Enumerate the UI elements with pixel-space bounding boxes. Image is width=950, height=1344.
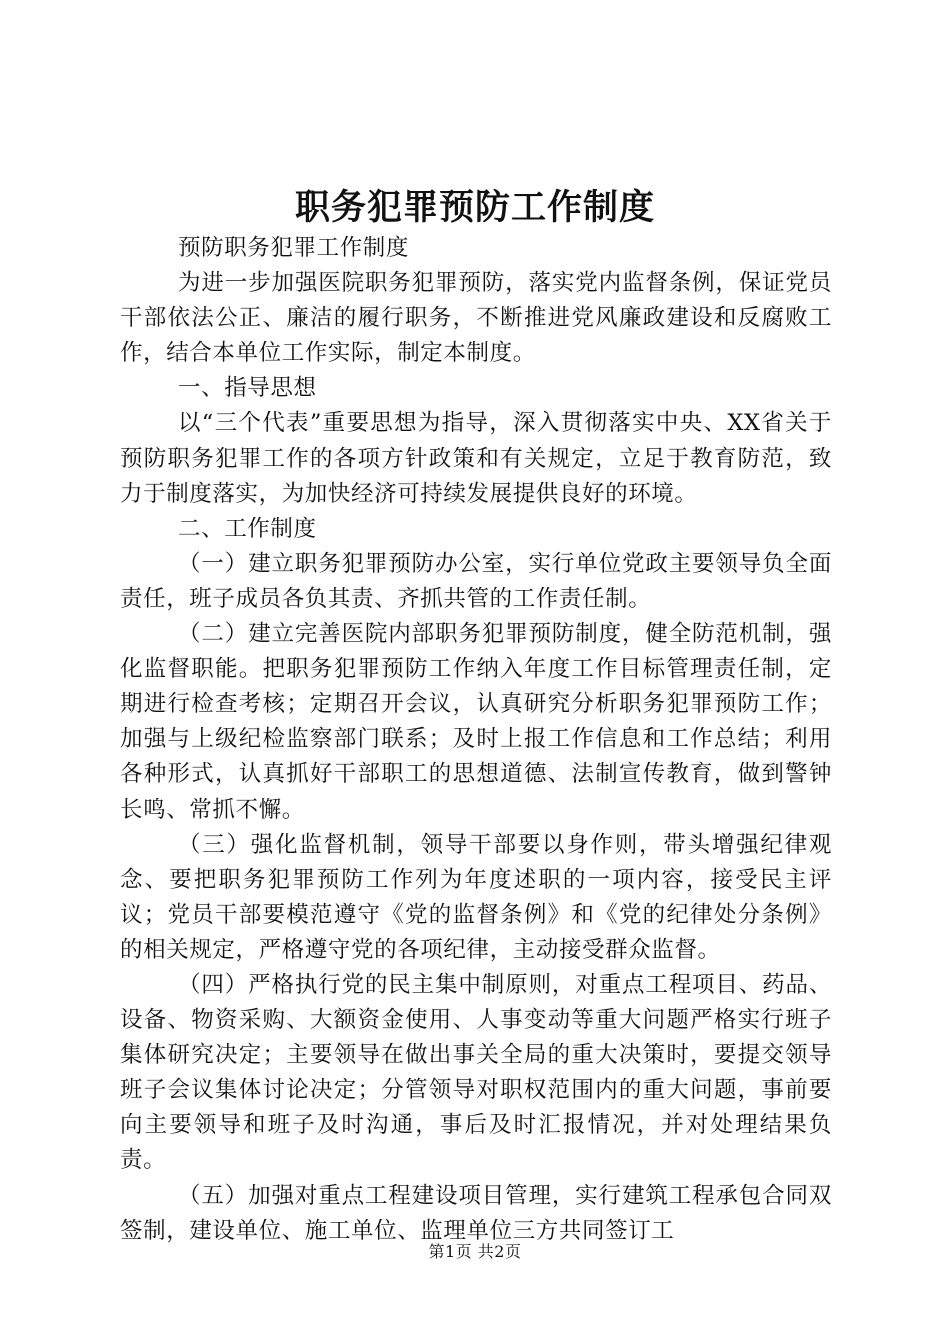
document-body bbox=[120, 231, 832, 1249]
section-heading-work-rules: 二、工作制度 bbox=[178, 515, 317, 542]
paragraph-rule-5: （五）加强对重点工程建设项目管理，实行建筑工程承包合同双签制，建设单位、施工单位、监理单位三方共同签订工 bbox=[120, 1182, 832, 1244]
paragraph-rule-3: （三）强化监督机制，领导干部要以身作则，带头增强纪律观念、要把职务犯罪预防工作列为年度述职的一项内容，接受民主评议；党员干部要模范遵守《党的监督条例》和《党的纪律处分条例》的相关规定，严格遵守党的各项纪律，主动接受群众监督。 bbox=[120, 831, 832, 963]
paragraph-guiding-ideology: 以“三个代表”重要思想为指导，深入贯彻落实中央、XX省关于预防职务犯罪工作的各项方针政策和有关规定，立足于教育防范，致力于制度落实，为加快经济可持续发展提供良好的环境。 bbox=[120, 410, 832, 507]
paragraph-intro: 为进一步加强医院职务犯罪预防，落实党内监督条例，保证党员干部依法公正、廉洁的履行职务，不断推进党风廉政建设和反腐败工作，结合本单位工作实际，制定本制度。 bbox=[120, 270, 832, 367]
document-title: 职务犯罪预防工作制度 bbox=[294, 187, 655, 228]
paragraph-rule-2: （二）建立完善医院内部职务犯罪预防制度，健全防范机制，强化监督职能。把职务犯罪预防工作纳入年度工作目标管理责任制，定期进行检查考核；定期召开会议，认真研究分析职务犯罪预防工作；加强与上级纪检监察部门联系；及时上报工作信息和工作总结；利用各种形式，认真抓好干部职工的思想道德、法制宣传教育，做到警钟长鸣、常抓不懈。 bbox=[120, 621, 832, 823]
section-heading-guiding-ideology: 一、指导思想 bbox=[178, 375, 317, 402]
paragraph-rule-4: （四）严格执行党的民主集中制原则，对重点工程项目、药品、设备、物资采购、大额资金使用、人事变动等重大问题严格实行班子集体研究决定；主要领导在做出事关全局的重大决策时，要提交领导班子会议集体讨论决定；分管领导对职权范围内的重大问题，事前要向主要领导和班子及时沟通，事后及时汇报情况，并对处理结果负责。 bbox=[120, 971, 832, 1174]
paragraph-subtitle: 预防职务犯罪工作制度 bbox=[178, 235, 410, 261]
paragraph-rule-1: （一）建立职务犯罪预防办公室，实行单位党政主要领导负全面责任，班子成员各负其责、齐抓共管的工作责任制。 bbox=[120, 550, 832, 612]
page-number-footer: 第1页 共2页 bbox=[428, 1242, 522, 1261]
